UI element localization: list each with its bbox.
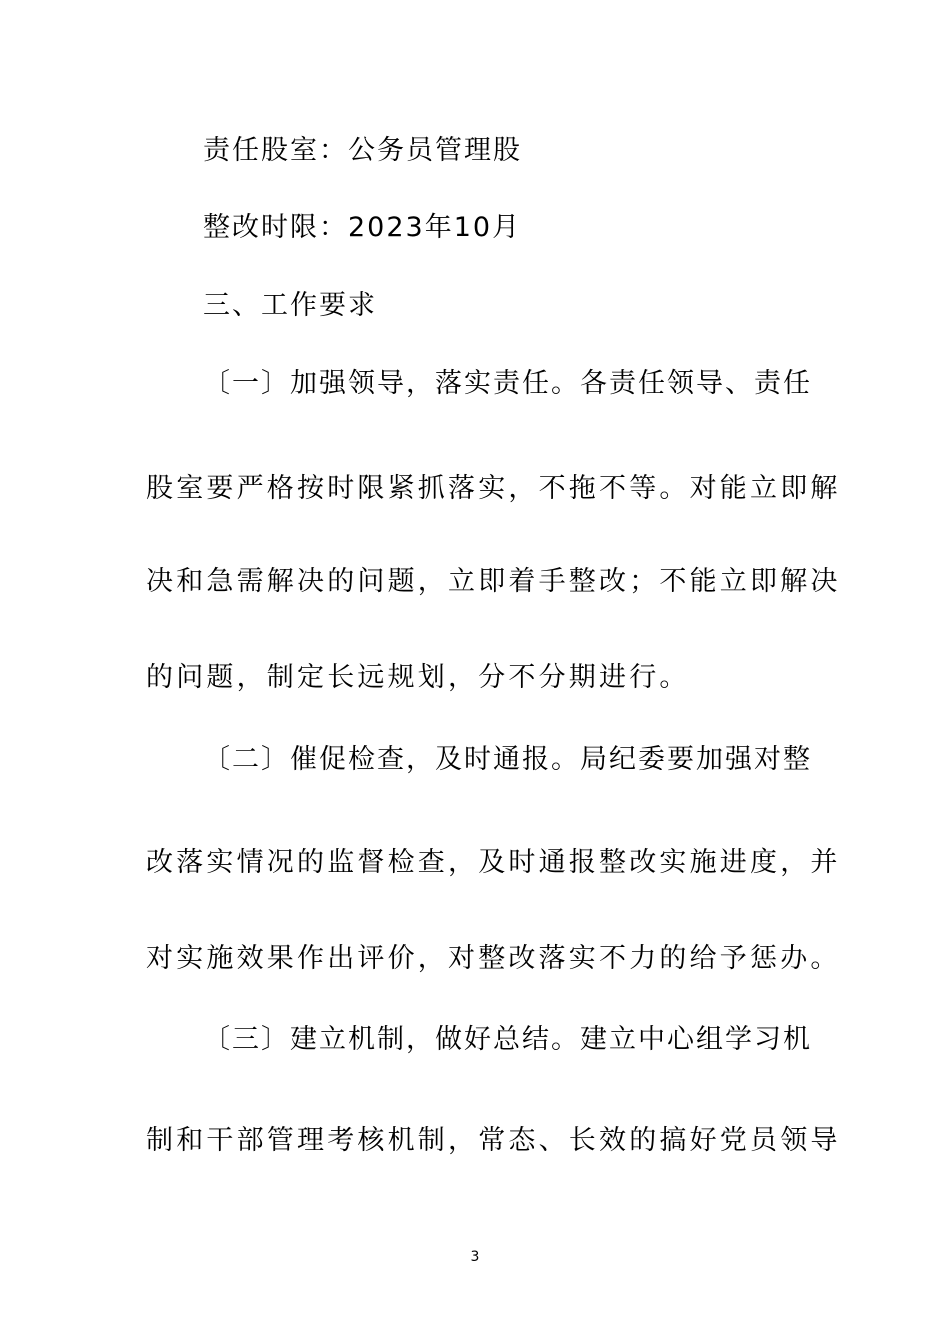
paragraph-1-line-1: 〔一〕加强领导，落实责任。各责任领导、责任: [203, 368, 812, 399]
page-number: 3: [470, 1249, 480, 1265]
paragraph-1-line-3: 决和急需解决的问题，立即着手整改；不能立即解决: [146, 566, 841, 597]
paragraph-3-line-2: 制和干部管理考核机制，常态、长效的搞好党员领导: [146, 1125, 841, 1156]
paragraph-2-line-2: 改落实情况的监督检查，及时通报整改实施进度，并: [146, 847, 841, 878]
deadline-line: 整改时限：2023年10月: [203, 212, 522, 243]
responsible-office-line: 责任股室：公务员管理股: [203, 135, 522, 166]
section-heading: 三、工作要求: [203, 290, 377, 321]
paragraph-3-line-1: 〔三〕建立机制，做好总结。建立中心组学习机: [203, 1024, 812, 1055]
paragraph-1-line-2: 股室要严格按时限紧抓落实，不拖不等。对能立即解: [146, 473, 841, 504]
paragraph-1-line-4: 的问题，制定长远规划，分不分期进行。: [146, 662, 690, 693]
paragraph-2-line-1: 〔二〕催促检查，及时通报。局纪委要加强对整: [203, 744, 812, 775]
paragraph-2-line-3: 对实施效果作出评价，对整改落实不力的给予惩办。: [146, 943, 841, 974]
